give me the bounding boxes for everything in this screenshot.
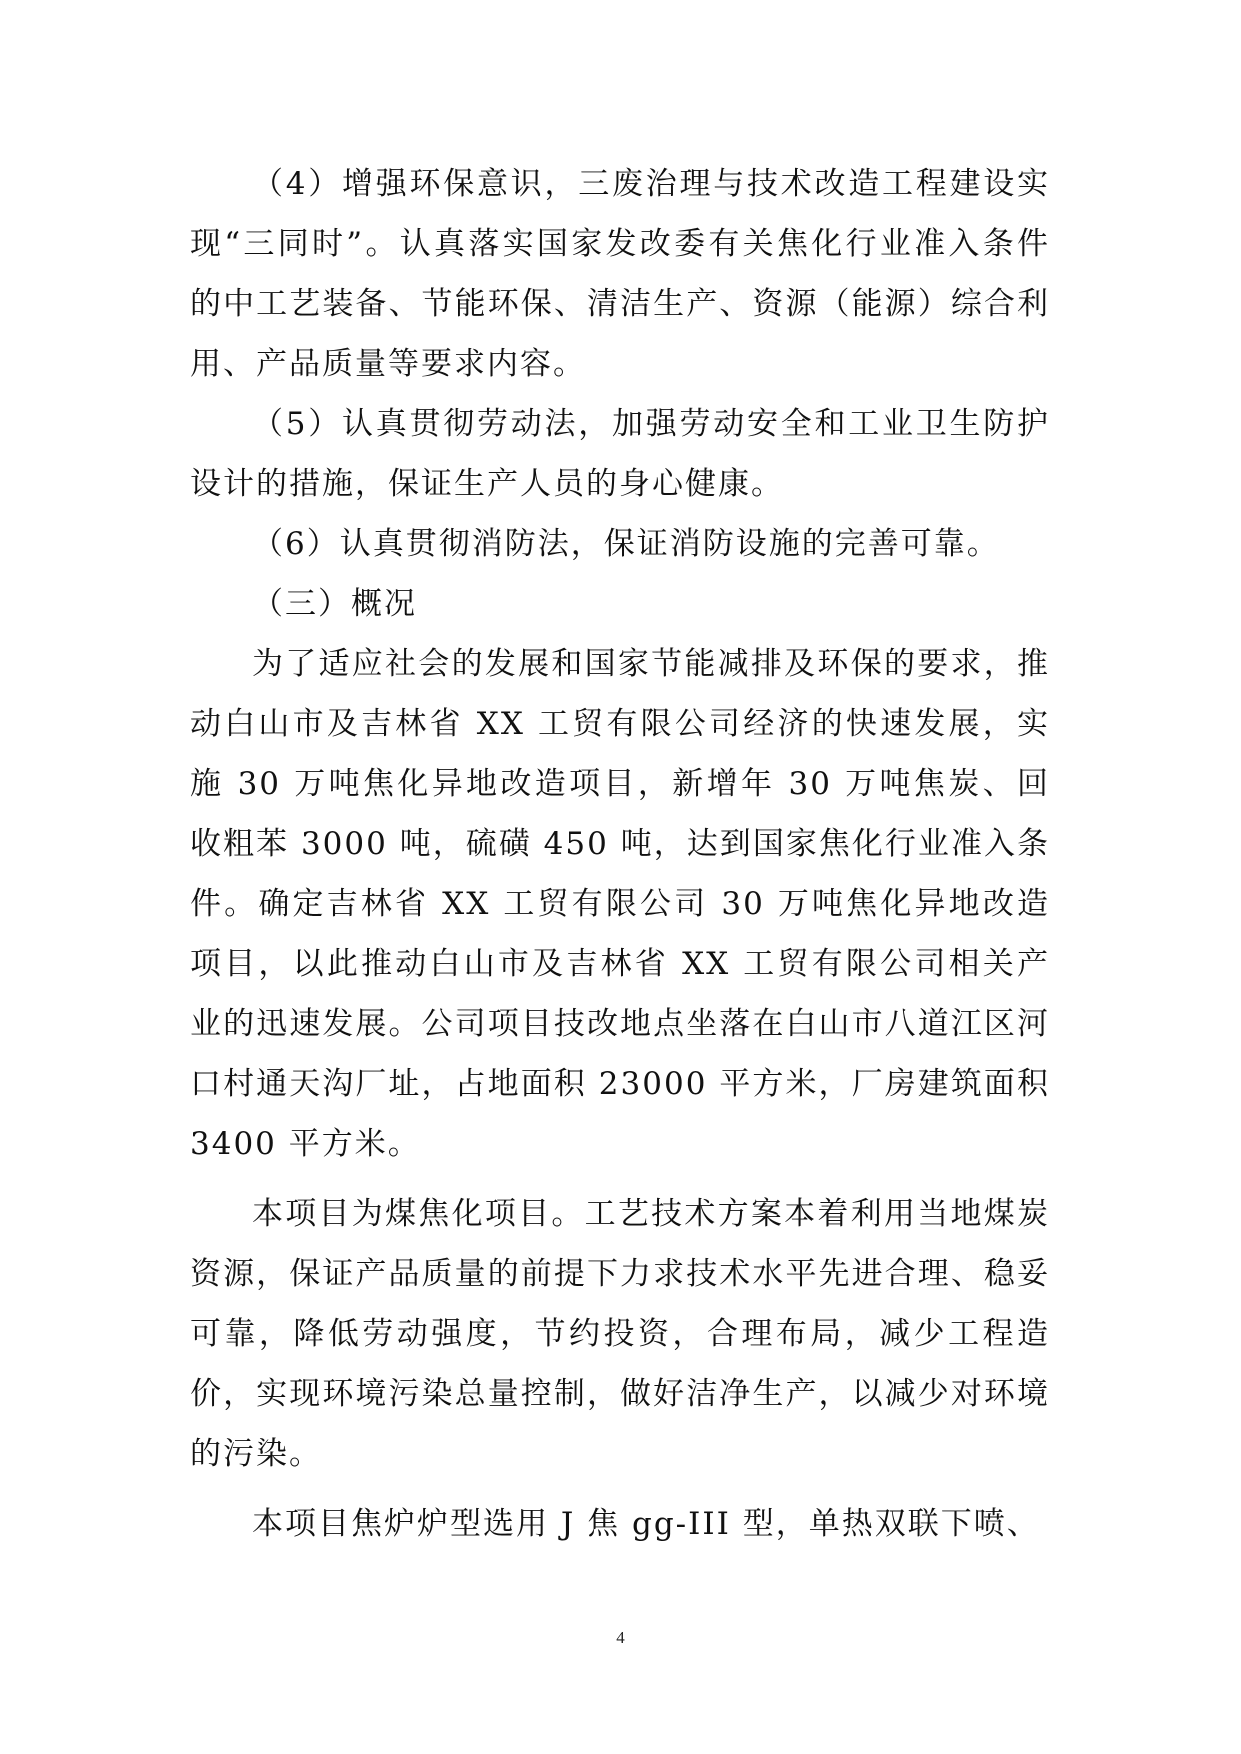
section-heading-overview: （三）概况 [252, 586, 417, 622]
paragraph-item-5: （5）认真贯彻劳动法，加强劳动安全和工业卫生防护设计的措施，保证生产人员的身心健康。 [190, 406, 1050, 502]
paragraph-item-6: （6）认真贯彻消防法，保证消防设施的完善可靠。 [252, 526, 1000, 562]
paragraph-item-4: （4）增强环保意识，三废治理与技术改造工程建设实现“三同时”。认真落实国家发改委有关焦化行业准入条件的中工艺装备、节能环保、清洁生产、资源（能源）综合利用、产品质量等要求内容。 [190, 166, 1050, 382]
paragraph-coke-oven-type: 本项目焦炉炉型选用 J 焦 gg-III 型，单热双联下喷、 [252, 1506, 1040, 1542]
page-number: 4 [616, 1628, 625, 1647]
paragraph-overview: 为了适应社会的发展和国家节能减排及环保的要求，推动白山市及吉林省 XX 工贸有限公司经济的快速发展，实施 30 万吨焦化异地改造项目，新增年 30 万吨焦炭、回收粗苯 3000 吨，硫磺 450 吨，达到国家焦化行业准入条件。确定吉林省 XX 工贸有限公司 30 万吨焦化异地改造项目，以此推动白山市及吉林省 XX 工贸有限公司相关产业的迅速发展。公司项目技改地点坐落在白山市八道江区河口村通天沟厂址，占地面积 23000 平方米，厂房建筑面积 3400 平方米。 [190, 646, 1050, 1162]
paragraph-project-description: 本项目为煤焦化项目。工艺技术方案本着利用当地煤炭资源，保证产品质量的前提下力求技术水平先进合理、稳妥可靠，降低劳动强度，节约投资，合理布局，减少工程造价，实现环境污染总量控制，做好洁净生产，以减少对环境的污染。 [190, 1196, 1050, 1472]
body-text [190, 154, 1050, 1554]
